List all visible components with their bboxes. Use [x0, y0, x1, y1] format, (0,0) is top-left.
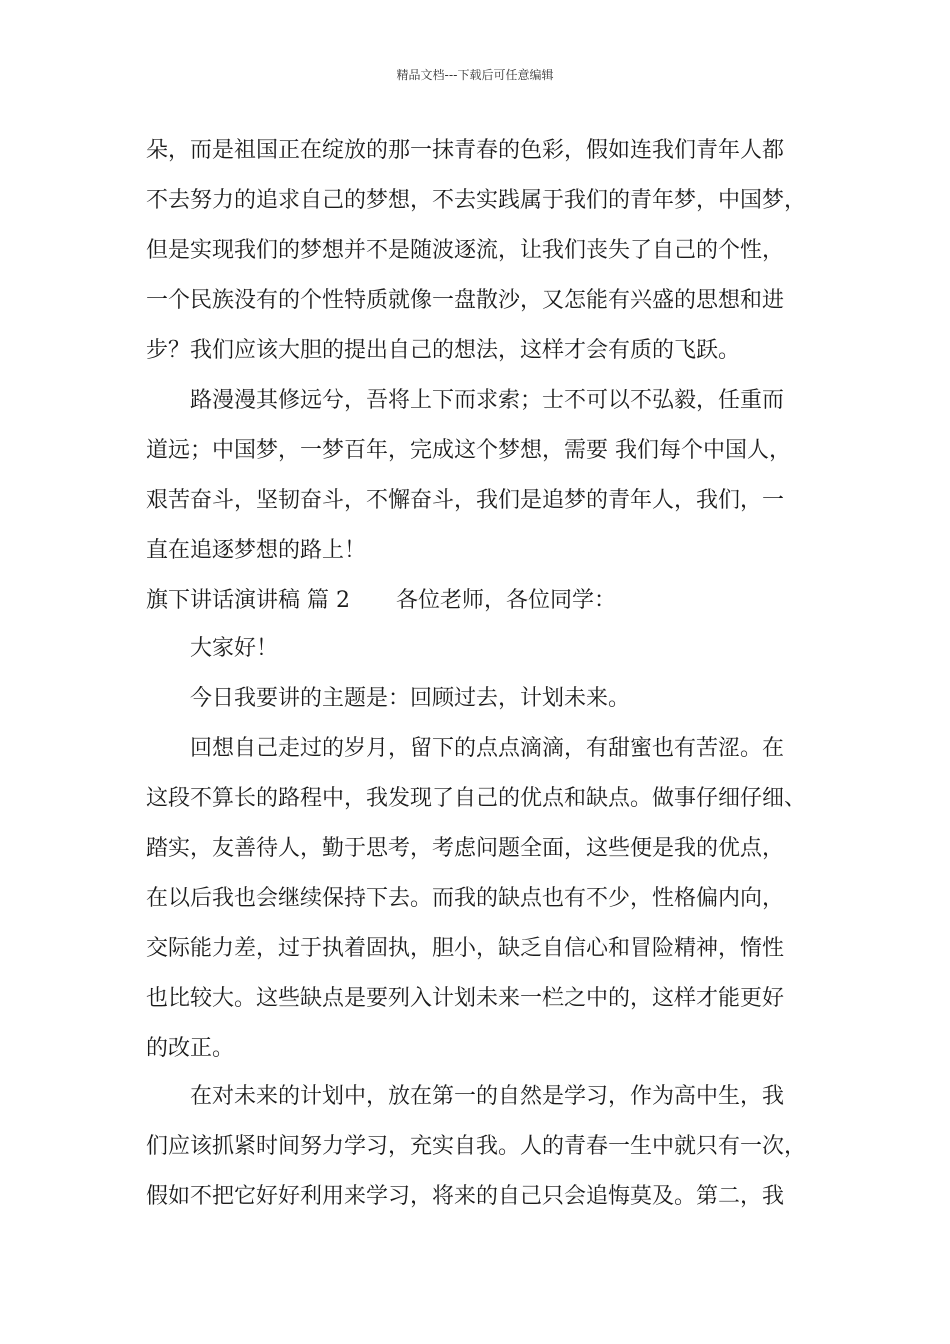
- body-line: 也比较大。这些缺点是要列入计划未来一栏之中的，这样才能更好: [146, 986, 785, 1011]
- body-line: 不去努力的追求自己的梦想，不去实践属于我们的青年梦，中国梦，: [146, 188, 807, 213]
- body-line: 朵，而是祖国正在绽放的那一抹青春的色彩，假如连我们青年人都: [146, 138, 785, 163]
- body-line: 们应该抓紧时间努力学习，充实自我。人的青春一生中就只有一次，: [146, 1134, 807, 1159]
- body-line: 艰苦奋斗，坚韧奋斗，不懈奋斗，我们是追梦的青年人，我们，一: [146, 488, 785, 513]
- body-line: 回想自己走过的岁月，留下的点点滴滴，有甜蜜也有苦涩。在: [190, 736, 785, 761]
- body-line: 今日我要讲的主题是：回顾过去，计划未来。: [190, 686, 631, 711]
- body-line: 踏实，友善待人，勤于思考，考虑问题全面，这些便是我的优点，: [146, 836, 785, 861]
- section-heading: [146, 588, 616, 614]
- body-line: 步？我们应该大胆的提出自己的想法，这样才会有质的飞跃。: [146, 338, 741, 363]
- body-line: 一个民族没有的个性特质就像一盘散沙，又怎能有兴盛的思想和进: [146, 288, 785, 313]
- body-line: 交际能力差，过于执着固执，胆小，缺乏自信心和冒险精神，惰性: [146, 936, 785, 961]
- greeting-line: 大家好！: [190, 636, 279, 661]
- body-line: 在以后我也会继续保持下去。而我的缺点也有不少，性格偏内向，: [146, 886, 785, 911]
- body-line: 这段不算长的路程中，我发现了自己的优点和缺点。做事仔细仔细、: [146, 786, 807, 811]
- body-line: 在对未来的计划中，放在第一的自然是学习，作为高中生，我: [190, 1084, 785, 1109]
- body-line: 但是实现我们的梦想并不是随波逐流，让我们丧失了自己的个性，: [146, 238, 785, 263]
- body-line: 直在追逐梦想的路上！: [146, 538, 367, 563]
- heading-title: 旗下讲话演讲稿 篇 2: [146, 588, 350, 613]
- body-line: 假如不把它好好利用来学习，将来的自己只会追悔莫及。第二，我: [146, 1184, 785, 1209]
- body-line: 道远；中国梦，一梦百年，完成这个梦想，需要 我们每个中国人，: [146, 438, 791, 463]
- heading-salutation: 各位老师，各位同学：: [395, 588, 616, 613]
- page-header: 精品文档---下载后可任意编辑: [396, 68, 554, 82]
- body-line: 的改正。: [146, 1036, 235, 1061]
- body-line: 路漫漫其修远兮，吾将上下而求索；士不可以不弘毅，任重而: [190, 388, 785, 413]
